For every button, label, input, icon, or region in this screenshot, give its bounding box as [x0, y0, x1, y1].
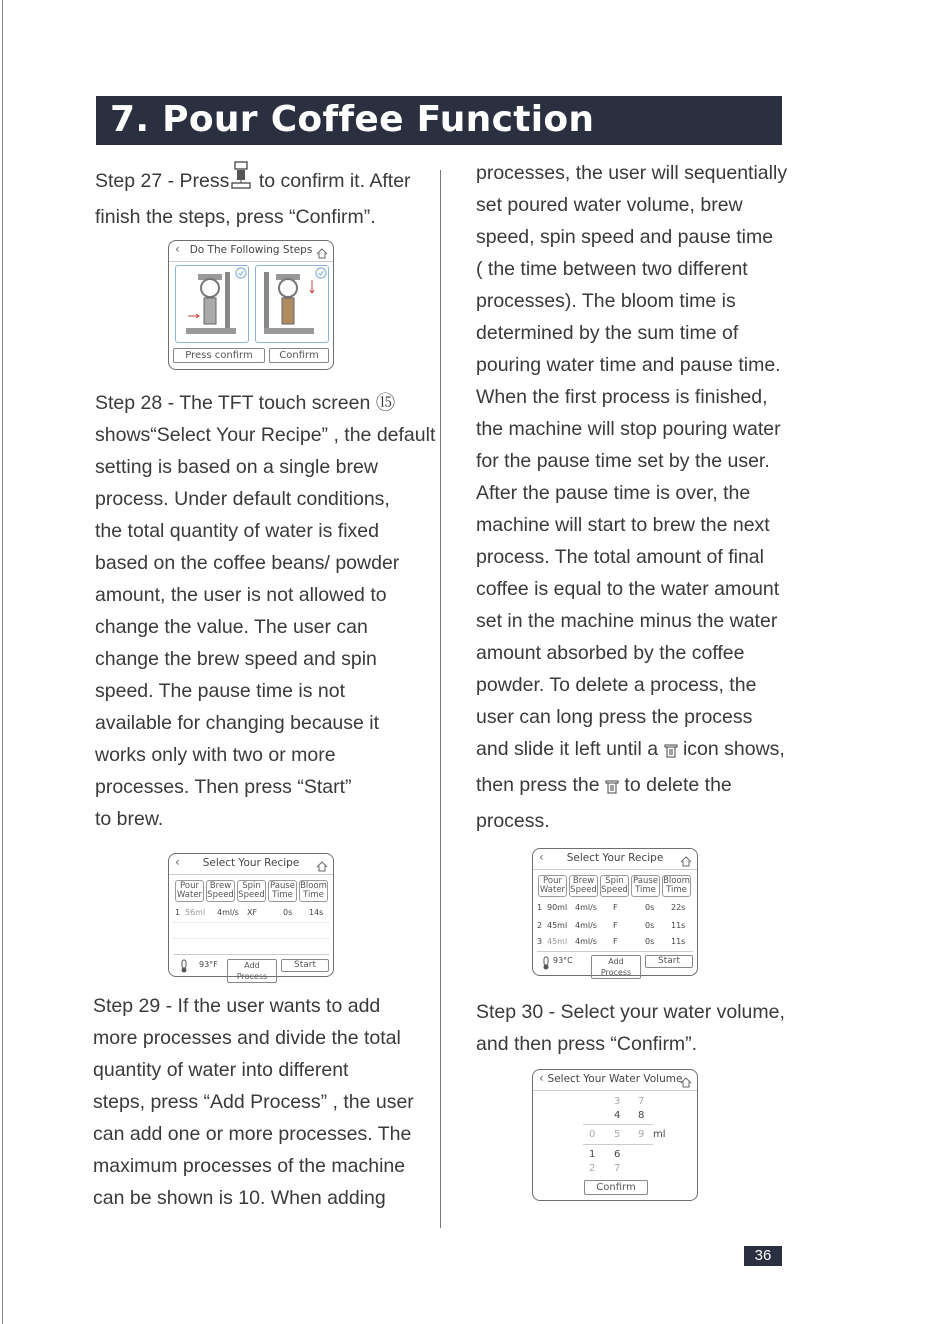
- header-pour-water: Pour Water: [539, 876, 566, 895]
- slide-line-end: icon shows,: [677, 738, 785, 760]
- home-icon[interactable]: [316, 244, 328, 263]
- back-chevron-icon[interactable]: ‹: [539, 1071, 544, 1085]
- press-line-end: to delete the: [619, 774, 732, 796]
- recipe-screen-header: [169, 854, 333, 875]
- process-word: process.: [476, 810, 550, 832]
- row-pause: 0s: [283, 908, 293, 917]
- recipe-screen-title: Select Your Recipe: [566, 852, 664, 864]
- recipe-screen-header: [533, 849, 697, 870]
- back-chevron-icon[interactable]: ‹: [175, 242, 180, 256]
- row-water: 45ml: [547, 921, 568, 930]
- thermometer-icon: [179, 958, 189, 977]
- right-body: processes, the user will sequentially set poured water volume, brew speed, spin speed and pause time ( the time between two different processes). The bloom time is determined by the sum time of pouring water time and pause time. When the first process is finished, the machine will stop pouring water for the pause time set by the user. After the pause time is over, the machine will start to brew the next process. The total amount of final coffee is equal to the water amount set in the machine minus the water amount absorbed by the coffee powder. To delete a process, the user can long press the process: [476, 162, 788, 728]
- page-number: 36: [744, 1246, 782, 1266]
- row-num: 1: [175, 908, 181, 917]
- start-button[interactable]: Start: [645, 955, 693, 968]
- picker-digit: 4: [614, 1110, 621, 1121]
- step27-lead: Step 27 - Press: [95, 170, 230, 192]
- row-bloom: 14s: [309, 908, 324, 917]
- volume-screen-title: Select Your Water Volume: [547, 1073, 683, 1085]
- home-icon[interactable]: [316, 857, 328, 876]
- column-divider: [440, 170, 441, 1228]
- unit-label: ml: [653, 1129, 666, 1140]
- trash-icon: [605, 773, 619, 805]
- start-button[interactable]: Start: [281, 959, 329, 972]
- picker-digit: 2: [589, 1163, 596, 1174]
- thermometer-icon: [541, 955, 551, 974]
- header-spin-speed: Spin Speed: [601, 876, 628, 895]
- row-bloom: 11s: [671, 937, 686, 946]
- picker-line: [583, 1144, 653, 1145]
- steps-screen-header: [169, 241, 333, 262]
- temperature-readout: 93°C: [553, 956, 573, 965]
- row-speed: 4ml/s: [575, 937, 597, 946]
- confirm-button[interactable]: Confirm: [269, 348, 329, 363]
- add-process-button[interactable]: Add Process: [591, 955, 641, 979]
- step27-tail: to confirm it. After: [253, 170, 411, 192]
- footer-divider: [537, 951, 693, 952]
- section-title-bar: [96, 96, 782, 145]
- recipe-screen-multi: [532, 848, 698, 976]
- step30-paragraph: Step 30 - Select your water volume, and then press “Confirm”.: [476, 1001, 785, 1055]
- row-bloom: 11s: [671, 921, 686, 930]
- confirm-button[interactable]: Confirm: [584, 1180, 648, 1195]
- step27-rest: finish the steps, press “Confirm”.: [95, 206, 376, 228]
- grinder-press-illustration: [176, 266, 248, 342]
- step28-paragraph: Step 28 - The TFT touch screen ⑮ shows“Select Your Recipe” , the default setting is based on a single brew process. Under default conditions, the total quantity of water is fixed based on the coffee beans/ powder amount, the user is not allowed to change the value. The user can change the brew speed and spin speed. The pause time is not available for changing because it works only with two or more processes. Then press “Start” to brew.: [95, 392, 436, 830]
- header-spin-speed: Spin Speed: [238, 881, 265, 900]
- row-speed: 4ml/s: [217, 908, 239, 917]
- picker-digit: 6: [614, 1149, 621, 1160]
- header-pour-water: Pour Water: [176, 881, 203, 900]
- row-speed: 4ml/s: [575, 921, 597, 930]
- row-divider: [173, 938, 329, 939]
- recipe-screen-title: Select Your Recipe: [202, 857, 300, 869]
- grinder-confirm-illustration: [256, 266, 328, 342]
- picker-line: [583, 1124, 653, 1125]
- row-spin: F: [613, 937, 618, 946]
- header-brew-speed: Brew Speed: [570, 876, 597, 895]
- row-bloom: 22s: [671, 903, 686, 912]
- row-spin: F: [613, 921, 618, 930]
- row-num: 1: [537, 903, 543, 912]
- step-image-press[interactable]: [175, 265, 249, 343]
- picker-digit: 1: [589, 1149, 596, 1160]
- row-spin: XF: [247, 908, 258, 917]
- header-brew-speed: Brew Speed: [207, 881, 234, 900]
- picker-digit: 5: [614, 1129, 621, 1140]
- row-spin: F: [613, 903, 618, 912]
- row-water: 56ml: [185, 908, 206, 917]
- back-chevron-icon[interactable]: ‹: [539, 850, 544, 864]
- volume-screen-header: [533, 1070, 697, 1091]
- home-icon[interactable]: [680, 852, 692, 871]
- step-image-confirm[interactable]: [255, 265, 329, 343]
- steps-screen-title: Do The Following Steps: [189, 244, 313, 256]
- picker-digit: 9: [638, 1129, 645, 1140]
- row-pause: 0s: [645, 903, 655, 912]
- row-divider: [173, 922, 329, 923]
- row-speed: 4ml/s: [575, 903, 597, 912]
- trash-icon: [664, 737, 678, 769]
- steps-screen: [168, 240, 334, 370]
- table-row[interactable]: [537, 903, 693, 913]
- table-row[interactable]: [537, 937, 693, 947]
- home-icon[interactable]: [680, 1073, 692, 1092]
- recipe-screen-single: [168, 853, 334, 981]
- water-volume-screen: [532, 1069, 698, 1201]
- picker-digit: 7: [614, 1163, 621, 1174]
- page-edge-rule: [2, 0, 3, 1324]
- table-row[interactable]: [173, 908, 329, 918]
- section-title: 7. Pour Coffee Function: [110, 99, 595, 140]
- row-water: 90ml: [547, 903, 568, 912]
- step29-paragraph: Step 29 - If the user wants to add more processes and divide the total quantity of water into different steps, press “Add Process” , the user can add one or more processes. The maximum processes of the machine can be shown is 10. When adding: [93, 995, 414, 1209]
- grinder-icon: [229, 161, 253, 201]
- row-water: 45ml: [547, 937, 568, 946]
- row-pause: 0s: [645, 921, 655, 930]
- table-row[interactable]: [537, 921, 693, 931]
- right-paragraph: [476, 157, 787, 837]
- recipe-table-header: [538, 875, 691, 897]
- row-num: 2: [537, 921, 543, 930]
- footer-divider: [173, 954, 329, 955]
- press-line-start: then press the: [476, 774, 605, 796]
- row-pause: 0s: [645, 937, 655, 946]
- picker-digit: 8: [638, 1110, 645, 1121]
- add-process-button[interactable]: Add Process: [227, 959, 277, 983]
- recipe-table-header: [175, 880, 328, 902]
- row-num: 3: [537, 937, 543, 946]
- back-chevron-icon[interactable]: ‹: [175, 855, 180, 869]
- header-bloom-time: Bloom Time: [300, 881, 327, 900]
- slide-line-start: and slide it left until a: [476, 738, 664, 760]
- header-pause-time: Pause Time: [270, 881, 295, 900]
- press-confirm-button[interactable]: Press confirm: [173, 348, 265, 363]
- header-bloom-time: Bloom Time: [663, 876, 690, 895]
- step27-paragraph: [95, 161, 411, 233]
- volume-picker[interactable]: [583, 1096, 653, 1176]
- temperature-readout: 93°F: [199, 960, 218, 969]
- header-pause-time: Pause Time: [633, 876, 658, 895]
- picker-digit: 7: [638, 1096, 645, 1107]
- picker-hundreds: 0: [589, 1129, 596, 1140]
- picker-digit: 3: [614, 1096, 621, 1107]
